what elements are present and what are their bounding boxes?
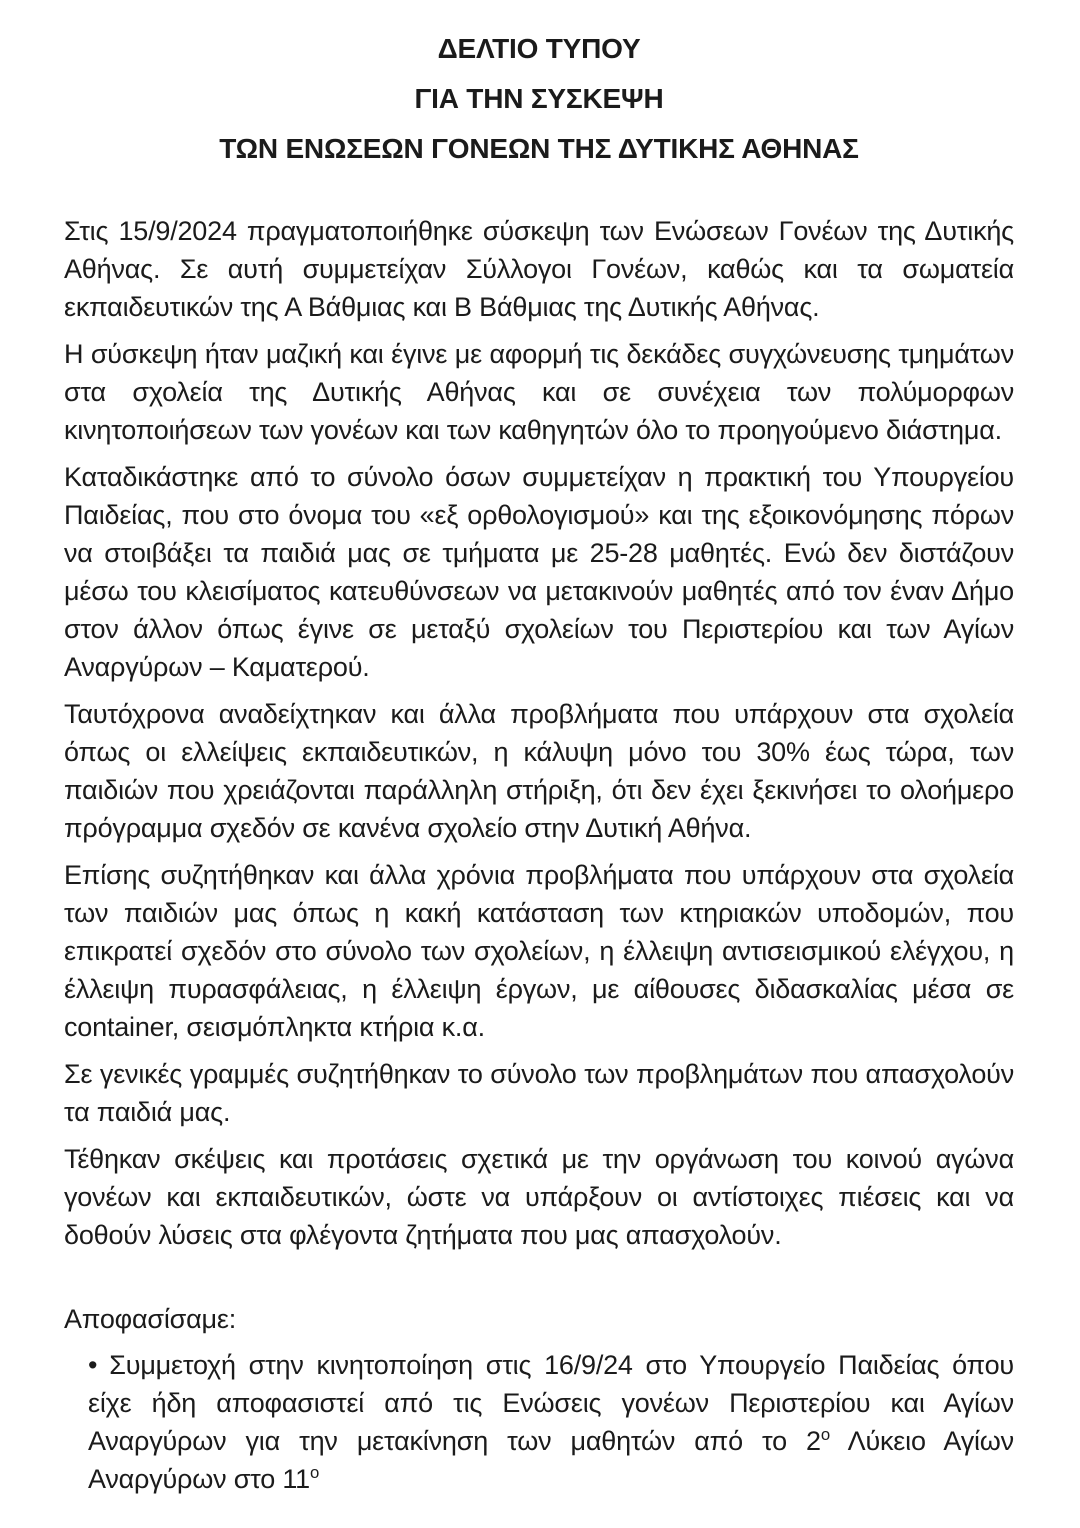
body-paragraph-4: Ταυτόχρονα αναδείχτηκαν και άλλα προβλήματα που υπάρχουν στα σχολεία όπως οι ελλείψεις εκπαιδευτικών, η κάλυψη μόνο του 30% έως τώρα, των παιδιών που χρειάζονται παράλληλη στήριξη, ότι δεν έχει ξεκινήσει το ολοήμερο πρόγραμμα σχεδόν σε κανένα σχολείο στην Δυτική Αθήνα. (64, 699, 1014, 843)
ordinal-superscript: ο (310, 1463, 320, 1482)
body-paragraph-7: Τέθηκαν σκέψεις και προτάσεις σχετικά με την οργάνωση του κοινού αγώνα γονέων και εκπαιδευτικών, ώστε να υπάρξουν οι αντίστοιχες πιέσεις και να δοθούν λύσεις στα φλέγοντα ζητήματα που μας απασχολούν. (64, 1144, 1014, 1250)
body-paragraph-6: Σε γενικές γραμμές συζητήθηκαν το σύνολο των προβλημάτων που απασχολούν τα παιδιά μας. (64, 1059, 1014, 1127)
decision-text-segment: Συμμετοχή στην κινητοποίηση στις 16/9/24 στο Υπουργείο Παιδείας όπου είχε ήδη αποφασιστεί από τις Ενώσεις γονέων Περιστερίου και Αγίων Αναργύρων για την μετακίνηση των μαθητών από το 2 (88, 1350, 1014, 1456)
document-title (64, 30, 1014, 168)
decisions-heading: Αποφασίσαμε: (64, 1304, 237, 1334)
title-line-3: ΤΩΝ ΕΝΩΣΕΩΝ ΓΟΝΕΩΝ ΤΗΣ ΔΥΤΙΚΗΣ ΑΘΗΝΑΣ (219, 133, 859, 164)
bullet-icon: • (88, 1350, 98, 1380)
ordinal-superscript: ο (820, 1425, 830, 1444)
body-paragraph-3: Καταδικάστηκε από το σύνολο όσων συμμετείχαν η πρακτική του Υπουργείου Παιδείας, που στο όνομα του «εξ ορθολογισμού» και της εξοικονόμησης πόρων να στοιβάξει τα παιδιά μας σε τμήματα με 25-28 μαθητές. Ενώ δεν διστάζουν μέσω του κλεισίματος κατευθύνσεων να μετακινούν μαθητές από τον έναν Δήμο στον άλλον όπως έγινε σε μεταξύ σχολείων του Περιστερίου και των Αγίων Αναργύρων – Καματερού. (64, 462, 1014, 682)
decision-list (64, 1346, 1014, 1498)
body-paragraph-1: Στις 15/9/2024 πραγματοποιήθηκε σύσκεψη των Ενώσεων Γονέων της Δυτικής Αθήνας. Σε αυτή συμμετείχαν Σύλλογοι Γονέων, καθώς και τα σωματεία εκπαιδευτικών της Α Βάθμιας και Β Βάθμιας της Δυτικής Αθήνας. (64, 216, 1014, 322)
title-line-2: ΓΙΑ ΤΗΝ ΣΥΣΚΕΨΗ (414, 83, 664, 114)
decision-text-segment: Λύκειο Αγίων Αναργύρων στο 11 (88, 1426, 1014, 1494)
body-paragraph-5: Επίσης συζητήθηκαν και άλλα χρόνια προβλήματα που υπάρχουν στα σχολεία των παιδιών μας όπως η κακή κατάσταση των κτηριακών υποδομών, που επικρατεί σχεδόν στο σύνολο των σχολείων, η έλλειψη αντισεισμικού ελέγχου, η έλλειψη πυρασφάλειας, η έλλειψη έργων, με αίθουσες διδασκαλίας μέσα σε container, σεισμόπληκτα κτήρια κ.α. (64, 860, 1014, 1042)
title-line-1: ΔΕΛΤΙΟ ΤΥΠΟΥ (437, 33, 641, 64)
decision-item (88, 1346, 1014, 1498)
body-paragraph-2: Η σύσκεψη ήταν μαζική και έγινε με αφορμή τις δεκάδες συγχώνευσης τμημάτων στα σχολεία της Δυτικής Αθήνας και σε συνέχεια των πολύμορφων κινητοποιήσεων των γονέων και των καθηγητών όλο το προηγούμενο διάστημα. (64, 339, 1014, 445)
